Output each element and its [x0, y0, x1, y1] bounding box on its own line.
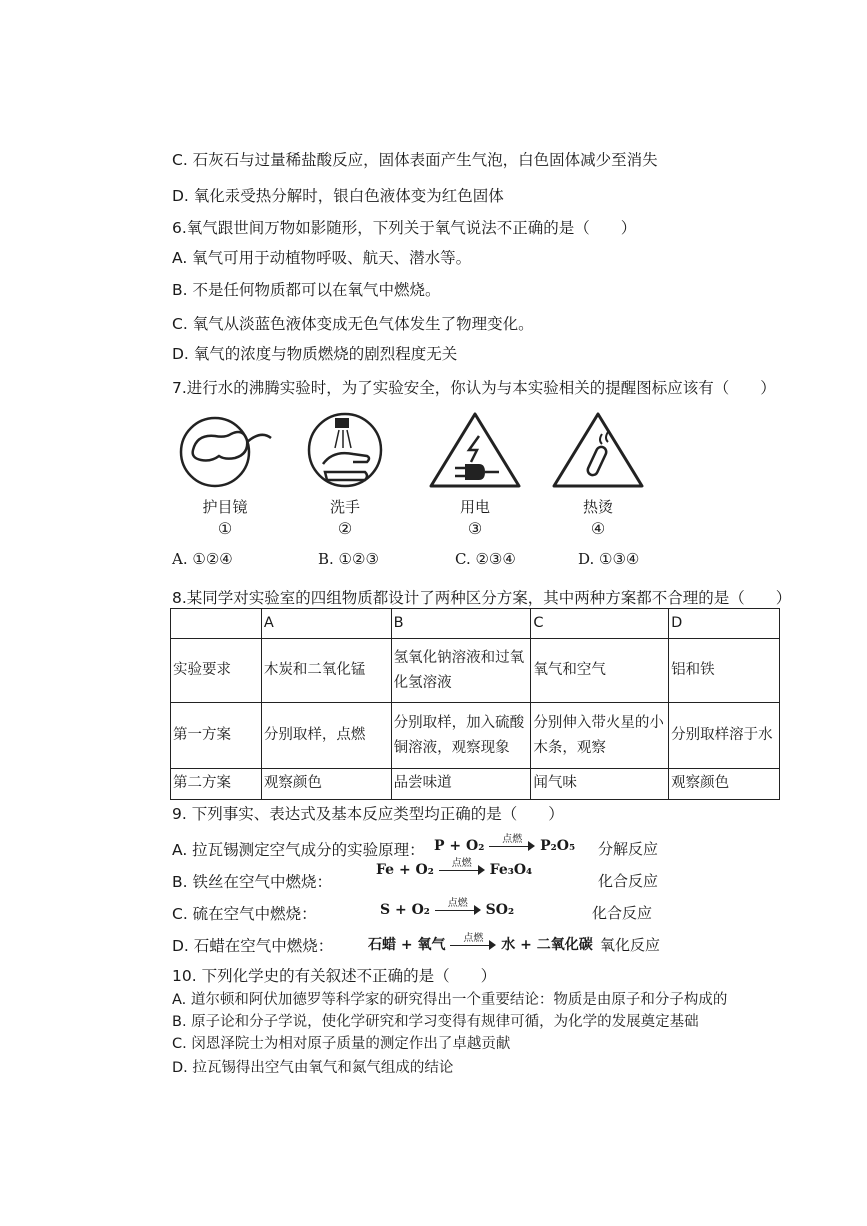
table-cell: A	[261, 609, 391, 639]
q10-stem: 10. 下列化学史的有关叙述不正确的是（ ）	[172, 967, 497, 985]
table-cell: 第一方案	[171, 703, 262, 769]
table-cell: 实验要求	[171, 639, 262, 703]
handwash-icon	[295, 410, 395, 490]
icon-number: ①	[217, 519, 233, 538]
icon-number: ④	[590, 519, 606, 538]
reaction-type: 化合反应	[598, 872, 659, 890]
q6-option-d: D. 氧气的浓度与物质燃烧的剧烈程度无关	[172, 345, 458, 363]
reaction-condition: 点燃	[451, 858, 472, 869]
table-cell: 分别取样溶于水	[669, 703, 780, 769]
q8-stem: 8.某同学对实验室的四组物质都设计了两种区分方案，其中两种方案都不合理的是（ ）	[172, 589, 792, 607]
q7-option-d: D. ①③④	[578, 550, 640, 568]
table-cell: 观察颜色	[261, 769, 391, 799]
table-row	[171, 769, 780, 799]
reaction-type: 氧化反应	[600, 936, 661, 954]
q9-option-d: D. 石蜡在空气中燃烧：	[172, 937, 334, 955]
q10-option-a: A. 道尔顿和阿伏加德罗等科学家的研究得出一个重要结论：物质是由原子和分子构成的	[172, 992, 728, 1008]
q6-option-c: C. 氧气从淡蓝色液体变成无色气体发生了物理变化。	[172, 315, 534, 333]
goggles-icon	[175, 410, 275, 490]
reaction-condition: 点燃	[463, 933, 484, 944]
equation	[434, 834, 576, 854]
q10-option-c: C. 闵恩泽院士为相对原子质量的测定作出了卓越贡献	[172, 1036, 511, 1052]
table-cell: 观察颜色	[669, 769, 780, 799]
equation-rhs: P₂O₅	[540, 838, 576, 854]
q7-option-c: C. ②③④	[455, 550, 516, 568]
table-cell: B	[391, 609, 531, 639]
icon-number: ③	[467, 519, 483, 538]
table-cell: D	[669, 609, 780, 639]
icon-electric-group	[420, 410, 530, 538]
table-cell: 氢氧化钠溶液和过氧化氢溶液	[391, 639, 531, 703]
table-cell: 分别取样，点燃	[261, 703, 391, 769]
q8-table	[170, 608, 780, 800]
reaction-type: 分解反应	[598, 840, 659, 858]
q7-stem: 7.进行水的沸腾实验时，为了实验安全，你认为与本实验相关的提醒图标应该有（ ）	[172, 379, 776, 397]
icon-hot-group	[543, 410, 653, 538]
table-cell: 木炭和二氧化锰	[261, 639, 391, 703]
reaction-condition: 点燃	[447, 898, 468, 909]
reaction-condition: 点燃	[502, 834, 523, 845]
reaction-arrow-icon	[489, 834, 535, 853]
equation-rhs: 水 + 二氧化碳	[501, 937, 593, 953]
table-cell	[171, 609, 262, 639]
equation	[368, 934, 593, 954]
table-cell: 分别伸入带火星的小木条，观察	[531, 703, 669, 769]
reaction-arrow-icon	[435, 898, 481, 917]
q10-option-d: D. 拉瓦锡得出空气由氧气和氮气组成的结论	[172, 1060, 454, 1076]
table-cell: C	[531, 609, 669, 639]
reaction-type: 化合反应	[592, 904, 653, 922]
hot-burn-icon	[548, 410, 648, 490]
q5-option-d: D. 氧化汞受热分解时，银白色液体变为红色固体	[172, 187, 504, 205]
icon-label: 用电	[459, 498, 490, 516]
equation	[380, 898, 515, 918]
q6-option-a: A. 氧气可用于动植物呼吸、航天、潜水等。	[172, 249, 472, 267]
q5-option-c: C. 石灰石与过量稀盐酸反应，固体表面产生气泡，白色固体减少至消失	[172, 151, 658, 169]
q10-option-b: B. 原子论和分子学说，使化学研究和学习变得有规律可循，为化学的发展奠定基础	[172, 1014, 699, 1030]
q9-option-c: C. 硫在空气中燃烧：	[172, 905, 317, 923]
q9-option-a: A. 拉瓦锡测定空气成分的实验原理：	[172, 841, 425, 859]
table-cell: 品尝味道	[391, 769, 531, 799]
q7-option-a: A. ①②④	[172, 550, 233, 568]
table-row	[171, 703, 780, 769]
icon-number: ②	[337, 519, 353, 538]
reaction-arrow-icon	[439, 858, 485, 877]
q9-option-b: B. 铁丝在空气中燃烧：	[172, 873, 332, 891]
q7-option-b: B. ①②③	[318, 550, 379, 568]
table-cell: 分别取样，加入硫酸铜溶液，观察现象	[391, 703, 531, 769]
equation-rhs: SO₂	[485, 902, 515, 918]
equation-lhs: P + O₂	[434, 838, 485, 854]
q6-stem: 6.氧气跟世间万物如影随形，下列关于氧气说法不正确的是（ ）	[172, 219, 637, 237]
table-row	[171, 609, 780, 639]
equation-lhs: Fe + O₂	[376, 862, 434, 878]
equation	[376, 858, 533, 878]
table-cell: 第二方案	[171, 769, 262, 799]
table-cell: 闻气味	[531, 769, 669, 799]
icon-label: 洗手	[329, 498, 360, 516]
equation-lhs: 石蜡 + 氧气	[368, 937, 446, 953]
icon-handwash-group	[290, 410, 400, 538]
icon-label: 热烫	[582, 498, 613, 516]
table-row	[171, 639, 780, 703]
electricity-icon	[425, 410, 525, 490]
icon-goggles-group	[170, 410, 280, 538]
icon-label: 护目镜	[202, 498, 248, 516]
equation-lhs: S + O₂	[380, 902, 430, 918]
table-cell: 氧气和空气	[531, 639, 669, 703]
q9-stem: 9. 下列事实、表达式及基本反应类型均正确的是（ ）	[172, 805, 564, 823]
table-cell: 铝和铁	[669, 639, 780, 703]
reaction-arrow-icon	[450, 933, 496, 952]
equation-rhs: Fe₃O₄	[489, 862, 533, 878]
q6-option-b: B. 不是任何物质都可以在氧气中燃烧。	[172, 281, 441, 299]
